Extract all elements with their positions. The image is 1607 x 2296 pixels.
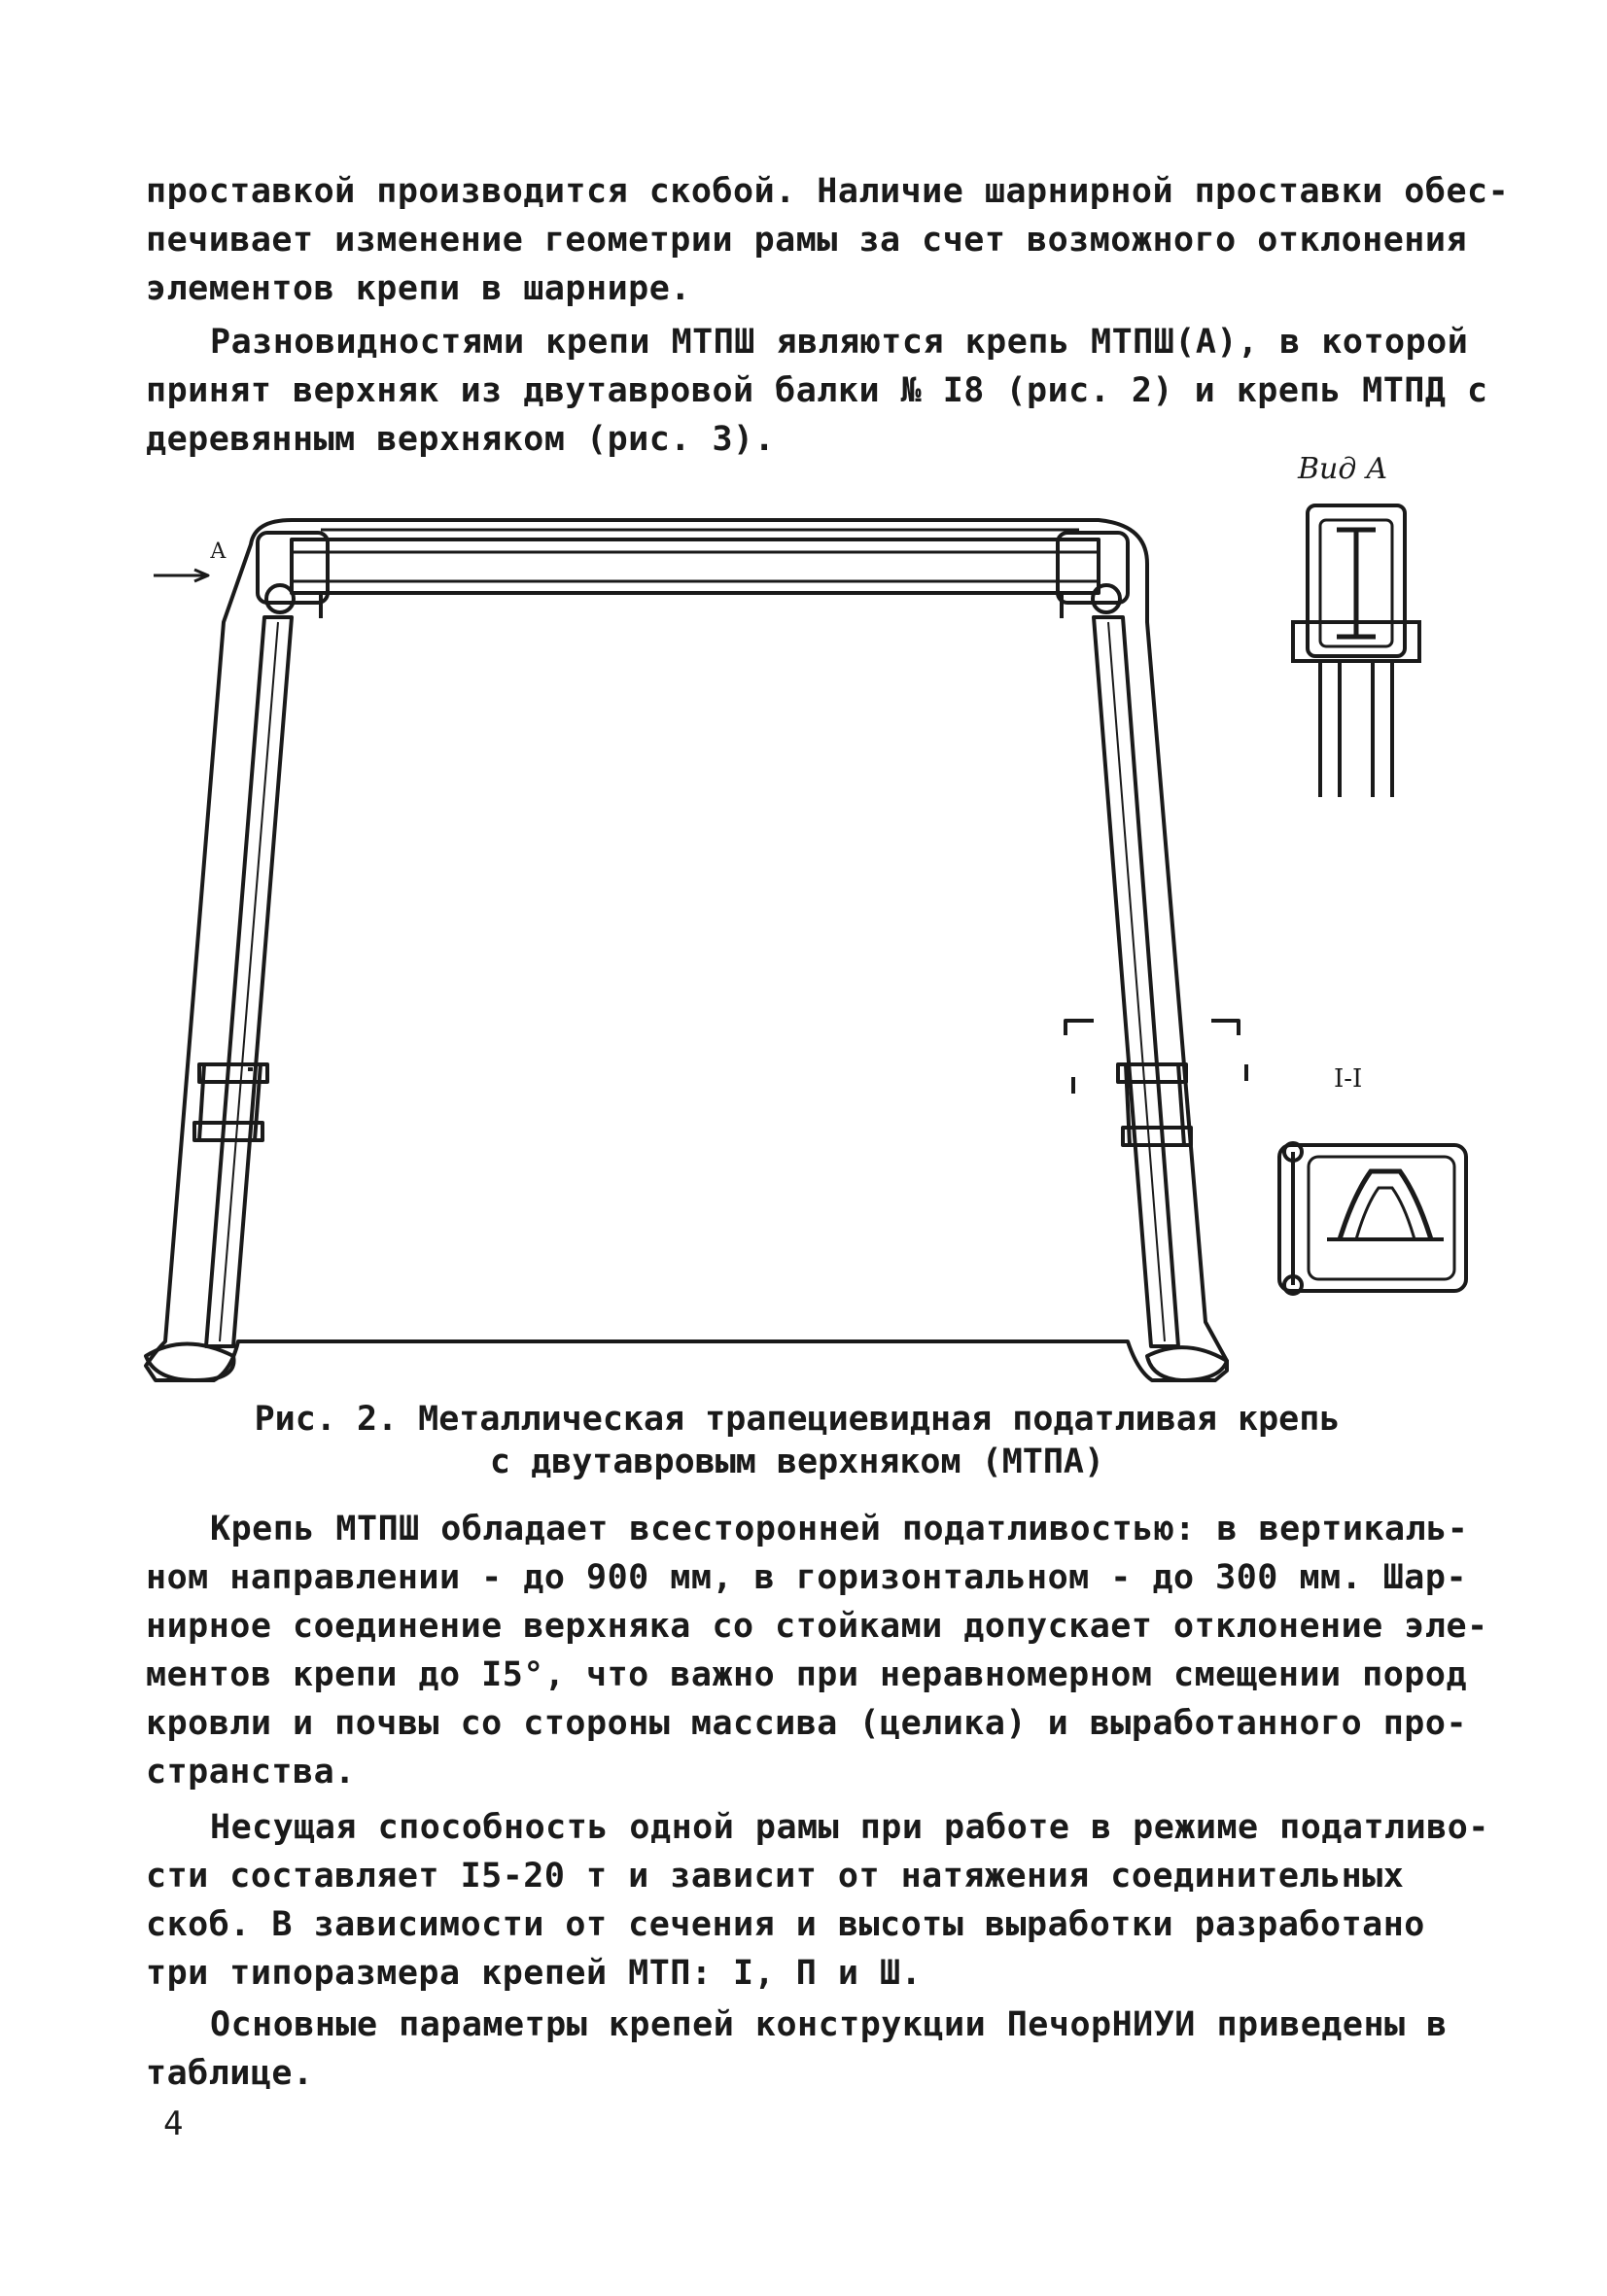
text-line: печивает изменение геометрии рамы за счет возможного отклонения	[146, 221, 1468, 260]
text-line: странства.	[146, 1753, 356, 1792]
right-footing	[1147, 1347, 1227, 1380]
left-hinge	[266, 585, 294, 612]
text-line: три типоразмера крепей МТП: I, П и Ш.	[146, 1954, 923, 1993]
text-line: кровли и почвы со стороны массива (целика) и выработанного про-	[146, 1704, 1468, 1743]
text-line: проставкой производится скобой. Наличие шарнирной проставки обес-	[146, 172, 1510, 211]
paragraph-4	[146, 1803, 1489, 1998]
text-line: нирное соединение верхняка со стойками допускает отклонение эле-	[146, 1607, 1488, 1646]
paragraph-3	[146, 1505, 1488, 1796]
paragraph-5	[146, 2000, 1449, 2098]
view-a-label: Вид А	[1298, 452, 1388, 486]
section-detail	[1279, 1143, 1466, 1294]
text-line: деревянным верхняком (рис. 3).	[146, 420, 776, 459]
page-number: 4	[163, 2105, 184, 2143]
frame-outline	[146, 520, 1227, 1380]
figure-caption	[146, 1398, 1449, 1483]
text-line: таблице.	[146, 2054, 314, 2093]
text-line: элементов крепи в шарнире.	[146, 269, 691, 308]
text-line: скоб. В зависимости от сечения и высоты выработки разработано	[146, 1905, 1425, 1944]
section-mark-right	[1211, 1021, 1239, 1035]
left-footing	[146, 1344, 234, 1381]
arrow-a-label: А	[210, 539, 227, 564]
section-mark-left	[1066, 1021, 1094, 1035]
text-line: ментов крепи до I5°, что важно при неравномерном смещении пород	[146, 1655, 1468, 1694]
text-line: Крепь МТПШ обладает всесторонней податливостью: в вертикаль-	[210, 1510, 1469, 1548]
text-line: Основные параметры крепей конструкции ПечорНИУИ приведены в	[210, 2005, 1448, 2044]
text-line: Разновидностями крепи МТПШ являются крепь МТПШ(А), в которой	[210, 323, 1469, 362]
caption-line-2: с двутавровым верхняком (МТПА)	[489, 1443, 1105, 1481]
view-a-detail	[1293, 505, 1419, 797]
text-line: принят верхняк из двутавровой балки № I8 (рис. 2) и крепь МТПД с	[146, 371, 1488, 410]
caption-line-1: Рис. 2. Металлическая трапециевидная податливая крепь	[254, 1400, 1341, 1439]
section-label: I-I	[1334, 1064, 1363, 1094]
text-line: ном направлении - до 900 мм, в горизонтальном - до 300 мм. Шар-	[146, 1558, 1468, 1597]
right-hinge	[1093, 585, 1120, 612]
text-line: Несущая способность одной рамы при работе в режиме податливо-	[210, 1808, 1489, 1847]
top-beam	[292, 539, 1099, 593]
text-line: сти составляет I5-20 т и зависит от натяжения соединительных	[146, 1857, 1405, 1896]
